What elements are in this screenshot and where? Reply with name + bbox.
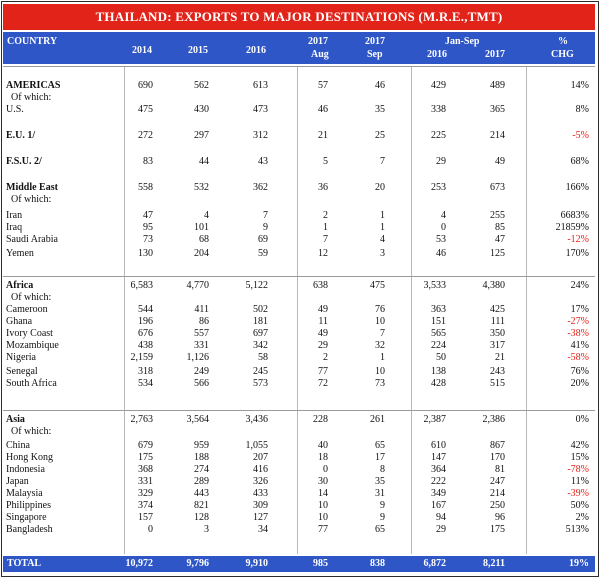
subheading-row (3, 292, 595, 304)
table-cell: 364 (431, 464, 446, 475)
table-cell: 41% (570, 340, 589, 351)
table-cell: 44 (199, 156, 209, 167)
row-label: Of which: (11, 194, 52, 205)
table-cell: 0 (323, 464, 328, 475)
table-cell: 253 (431, 182, 446, 193)
table-cell: 247 (490, 476, 505, 487)
table-cell: 228 (313, 414, 328, 425)
row-label: Saudi Arabia (6, 234, 58, 245)
table-cell: 638 (313, 280, 328, 291)
header-jansep-2017: 2017 (485, 49, 505, 60)
table-cell: 9 (380, 512, 385, 523)
group-row (3, 414, 595, 426)
table-cell: 362 (253, 182, 268, 193)
table-cell: 430 (194, 104, 209, 115)
table-cell: 20% (570, 378, 589, 389)
row-label: Of which: (11, 426, 52, 437)
table-cell: 65 (375, 524, 385, 535)
row-label: Asia (6, 414, 25, 425)
group-row (3, 80, 595, 92)
table-cell: 68 (199, 234, 209, 245)
table-cell: 4,770 (186, 280, 209, 291)
row-label: E.U. 1/ (6, 130, 36, 141)
table-cell: 101 (194, 222, 209, 233)
table-cell: 5,122 (245, 280, 268, 291)
table-cell: 94 (436, 512, 446, 523)
table-cell: 368 (138, 464, 153, 475)
table-cell: -39% (567, 488, 589, 499)
table-cell: 73 (375, 378, 385, 389)
table-cell: 6683% (560, 210, 589, 221)
table-cell: -27% (567, 316, 589, 327)
table-cell: 224 (431, 340, 446, 351)
table-cell: 513% (565, 524, 589, 535)
table-cell: 475 (138, 104, 153, 115)
group-row (3, 280, 595, 292)
table-cell: 342 (253, 340, 268, 351)
table-cell: 12 (318, 248, 328, 259)
table-cell: 76 (375, 304, 385, 315)
table-cell: 204 (194, 248, 209, 259)
group-row (3, 156, 595, 168)
table-cell: 69 (258, 234, 268, 245)
table-cell: 821 (194, 500, 209, 511)
table-cell: 35 (375, 104, 385, 115)
table-cell: 8 (380, 464, 385, 475)
table-cell: 76% (570, 366, 589, 377)
table-cell: 0 (441, 222, 446, 233)
table-cell: 8% (575, 104, 589, 115)
table-cell: 47 (495, 234, 505, 245)
table-cell: 697 (253, 328, 268, 339)
table-row (3, 304, 595, 316)
table-cell: 72 (318, 378, 328, 389)
row-label: Africa (6, 280, 34, 291)
table-cell: 565 (431, 328, 446, 339)
table-cell: 58 (258, 352, 268, 363)
table-cell: 14 (318, 488, 328, 499)
table-cell: -38% (567, 328, 589, 339)
header-sep-label: Sep (367, 49, 383, 60)
row-label: Ghana (6, 316, 33, 327)
table-cell: 261 (370, 414, 385, 425)
table-cell: 4 (380, 234, 385, 245)
table-cell: 1 (380, 352, 385, 363)
total-cell: 8,211 (483, 558, 505, 569)
table-cell: 166% (565, 182, 589, 193)
table-cell: 329 (138, 488, 153, 499)
table-cell: 50% (570, 500, 589, 511)
total-cell: 9,796 (186, 558, 209, 569)
table-row (3, 248, 595, 260)
table-cell: 73 (143, 234, 153, 245)
row-label: Senegal (6, 366, 38, 377)
table-cell: 613 (253, 80, 268, 91)
table-cell: 429 (431, 80, 446, 91)
row-label: Yemen (6, 248, 34, 259)
table-row (3, 464, 595, 476)
table-row (3, 378, 595, 390)
table-cell: 7 (263, 210, 268, 221)
table-cell: 573 (253, 378, 268, 389)
table-cell: 2 (323, 352, 328, 363)
subheading-row (3, 194, 595, 206)
row-label: China (6, 440, 30, 451)
table-cell: -58% (567, 352, 589, 363)
table-cell: 49 (318, 328, 328, 339)
table-cell: 2,387 (423, 414, 446, 425)
table-row (3, 452, 595, 464)
table-cell: -12% (567, 234, 589, 245)
table-cell: 130 (138, 248, 153, 259)
table-cell: 196 (138, 316, 153, 327)
table-cell: 59 (258, 248, 268, 259)
table-cell: 473 (253, 104, 268, 115)
table-cell: 297 (194, 130, 209, 141)
table-cell: 3,533 (423, 280, 446, 291)
table-cell: 3,564 (186, 414, 209, 425)
table-cell: 331 (194, 340, 209, 351)
table-cell: 128 (194, 512, 209, 523)
table-row (3, 512, 595, 524)
row-label: Cameroon (6, 304, 48, 315)
table-cell: 0 (148, 524, 153, 535)
table-cell: 4 (204, 210, 209, 221)
table-cell: 35 (375, 476, 385, 487)
table-cell: 566 (194, 378, 209, 389)
table-cell: 1 (380, 222, 385, 233)
row-label: Malaysia (6, 488, 43, 499)
table-cell: 5 (323, 156, 328, 167)
table-cell: 68% (570, 156, 589, 167)
table-row (3, 476, 595, 488)
row-label: U.S. (6, 104, 24, 115)
table-cell: 17% (570, 304, 589, 315)
row-label: Nigeria (6, 352, 36, 363)
table-cell: 167 (431, 500, 446, 511)
table-cell: 40 (318, 440, 328, 451)
table-cell: 25 (375, 130, 385, 141)
table-cell: 125 (490, 248, 505, 259)
table-cell: 350 (490, 328, 505, 339)
table-cell: 411 (194, 304, 209, 315)
table-cell: 1,055 (245, 440, 268, 451)
table-cell: 1 (323, 222, 328, 233)
row-label: Singapore (6, 512, 47, 523)
group-row (3, 182, 595, 194)
total-cell: 838 (370, 558, 385, 569)
table-cell: 30 (318, 476, 328, 487)
table-cell: 312 (253, 130, 268, 141)
table-cell: 175 (138, 452, 153, 463)
table-cell: 502 (253, 304, 268, 315)
table-cell: 562 (194, 80, 209, 91)
table-cell: 43 (258, 156, 268, 167)
row-label: South Africa (6, 378, 57, 389)
table-cell: 10 (318, 512, 328, 523)
table-cell: 181 (253, 316, 268, 327)
table-cell: 515 (490, 378, 505, 389)
table-cell: 544 (138, 304, 153, 315)
table-cell: 255 (490, 210, 505, 221)
table-cell: 32 (375, 340, 385, 351)
section-rule (3, 410, 595, 411)
table-row (3, 366, 595, 378)
table-cell: 151 (431, 316, 446, 327)
total-cell: 6,872 (423, 558, 446, 569)
table-cell: 1,126 (186, 352, 209, 363)
row-label: Philippines (6, 500, 52, 511)
table-cell: 249 (194, 366, 209, 377)
table-cell: 489 (490, 80, 505, 91)
table-cell: 31 (375, 488, 385, 499)
table-row (3, 352, 595, 364)
table-cell: 331 (138, 476, 153, 487)
row-label: Iran (6, 210, 23, 221)
table-cell: 3 (380, 248, 385, 259)
table-cell: 11% (571, 476, 589, 487)
table-cell: 7 (323, 234, 328, 245)
table-cell: 7 (380, 156, 385, 167)
header-aug-year: 2017 (308, 36, 328, 47)
table-cell: 438 (138, 340, 153, 351)
table-cell: 318 (138, 366, 153, 377)
table-cell: 10 (375, 316, 385, 327)
table-row (3, 500, 595, 512)
total-row (3, 556, 595, 572)
table-cell: 338 (431, 104, 446, 115)
table-cell: 309 (253, 500, 268, 511)
table-cell: 21 (495, 352, 505, 363)
table-cell: 10 (318, 500, 328, 511)
table-cell: 6,583 (130, 280, 153, 291)
section-rule (3, 276, 595, 277)
table-cell: 15% (570, 452, 589, 463)
table-cell: 365 (490, 104, 505, 115)
table-cell: 18 (318, 452, 328, 463)
table-cell: 138 (431, 366, 446, 377)
table-cell: 2% (575, 512, 589, 523)
table-cell: 11 (318, 316, 328, 327)
table-cell: -5% (572, 130, 589, 141)
row-label: Middle East (6, 182, 58, 193)
total-cell: 10,972 (125, 558, 153, 569)
table-cell: -78% (567, 464, 589, 475)
table-cell: 317 (490, 340, 505, 351)
table-cell: 0% (575, 414, 589, 425)
table-cell: 49 (495, 156, 505, 167)
header-aug-label: Aug (311, 49, 329, 60)
table-cell: 214 (490, 488, 505, 499)
table-cell: 50 (436, 352, 446, 363)
table-cell: 29 (318, 340, 328, 351)
table-row (3, 222, 595, 234)
header-country: COUNTRY (7, 36, 58, 47)
table-cell: 42% (570, 440, 589, 451)
table-cell: 49 (318, 304, 328, 315)
table-cell: 532 (194, 182, 209, 193)
table-cell: 425 (490, 304, 505, 315)
table-cell: 557 (194, 328, 209, 339)
table-cell: 416 (253, 464, 268, 475)
table-cell: 214 (490, 130, 505, 141)
table-cell: 679 (138, 440, 153, 451)
table-cell: 676 (138, 328, 153, 339)
table-cell: 326 (253, 476, 268, 487)
table-cell: 3,436 (245, 414, 268, 425)
header-2015: 2015 (188, 45, 208, 56)
header-sep-year: 2017 (365, 36, 385, 47)
table-row (3, 340, 595, 352)
row-label: AMERICAS (6, 80, 61, 91)
table-cell: 77 (318, 524, 328, 535)
total-cell: 19% (569, 558, 589, 569)
table-cell: 36 (318, 182, 328, 193)
table-cell: 867 (490, 440, 505, 451)
table-cell: 374 (138, 500, 153, 511)
table-cell: 14% (570, 80, 589, 91)
table-cell: 7 (380, 328, 385, 339)
table-cell: 157 (138, 512, 153, 523)
table-cell: 57 (318, 80, 328, 91)
table-cell: 4 (441, 210, 446, 221)
table-cell: 188 (194, 452, 209, 463)
table-cell: 475 (370, 280, 385, 291)
table-cell: 147 (431, 452, 446, 463)
table-cell: 46 (318, 104, 328, 115)
table-cell: 9 (380, 500, 385, 511)
total-cell: 9,910 (245, 558, 268, 569)
table-row (3, 210, 595, 222)
row-label: Of which: (11, 92, 52, 103)
table-row (3, 488, 595, 500)
table-cell: 3 (204, 524, 209, 535)
table-cell: 29 (436, 524, 446, 535)
table-cell: 1 (380, 210, 385, 221)
table-cell: 46 (436, 248, 446, 259)
table-cell: 673 (490, 182, 505, 193)
table-title: THAILAND: EXPORTS TO MAJOR DESTINATIONS (M.R.E.,TMT) (3, 4, 595, 30)
row-label: Ivory Coast (6, 328, 53, 339)
table-cell: 77 (318, 366, 328, 377)
table-cell: 85 (495, 222, 505, 233)
table-cell: 2,763 (130, 414, 153, 425)
table-cell: 111 (490, 316, 505, 327)
table-cell: 349 (431, 488, 446, 499)
table-cell: 10 (375, 366, 385, 377)
table-row (3, 104, 595, 116)
row-label: Hong Kong (6, 452, 53, 463)
table-cell: 20 (375, 182, 385, 193)
table-cell: 534 (138, 378, 153, 389)
total-label: TOTAL (7, 558, 42, 569)
table-cell: 24% (570, 280, 589, 291)
table-cell: 207 (253, 452, 268, 463)
table-cell: 65 (375, 440, 385, 451)
table-cell: 21859% (555, 222, 589, 233)
header-chg: CHG (551, 49, 574, 60)
table-row (3, 316, 595, 328)
table-cell: 96 (495, 512, 505, 523)
header-2014: 2014 (132, 45, 152, 56)
table-row (3, 440, 595, 452)
header-pct: % (558, 36, 568, 47)
table-cell: 34 (258, 524, 268, 535)
table-cell: 558 (138, 182, 153, 193)
table-cell: 289 (194, 476, 209, 487)
row-label: F.S.U. 2/ (6, 156, 42, 167)
table-row (3, 328, 595, 340)
table-cell: 433 (253, 488, 268, 499)
row-label: Japan (6, 476, 29, 487)
row-label: Indonesia (6, 464, 45, 475)
table-cell: 274 (194, 464, 209, 475)
table-cell: 225 (431, 130, 446, 141)
table-cell: 272 (138, 130, 153, 141)
row-label: Of which: (11, 292, 52, 303)
header-jansep-2016: 2016 (427, 49, 447, 60)
table-cell: 175 (490, 524, 505, 535)
table-cell: 250 (490, 500, 505, 511)
table-cell: 2 (323, 210, 328, 221)
table-cell: 959 (194, 440, 209, 451)
table-cell: 428 (431, 378, 446, 389)
table-cell: 86 (199, 316, 209, 327)
table-cell: 610 (431, 440, 446, 451)
table-cell: 29 (436, 156, 446, 167)
table-cell: 46 (375, 80, 385, 91)
table-cell: 243 (490, 366, 505, 377)
column-header-bar (3, 32, 595, 64)
table-cell: 4,380 (482, 280, 505, 291)
table-cell: 170% (565, 248, 589, 259)
total-cell: 985 (313, 558, 328, 569)
table-row (3, 524, 595, 536)
table-row (3, 234, 595, 246)
table-cell: 363 (431, 304, 446, 315)
table-cell: 127 (253, 512, 268, 523)
table-cell: 17 (375, 452, 385, 463)
table-cell: 170 (490, 452, 505, 463)
table-cell: 222 (431, 476, 446, 487)
table-cell: 53 (436, 234, 446, 245)
row-label: Iraq (6, 222, 23, 233)
table-cell: 690 (138, 80, 153, 91)
subheading-row (3, 92, 595, 104)
subheading-row (3, 426, 595, 438)
table-cell: 83 (143, 156, 153, 167)
table-cell: 443 (194, 488, 209, 499)
row-label: Bangladesh (6, 524, 53, 535)
table-cell: 47 (143, 210, 153, 221)
header-jan-sep: Jan-Sep (445, 36, 480, 47)
table-cell: 21 (318, 130, 328, 141)
table-cell: 9 (263, 222, 268, 233)
group-row (3, 130, 595, 142)
row-label: Mozambique (6, 340, 59, 351)
header-2016: 2016 (246, 45, 266, 56)
table-cell: 245 (253, 366, 268, 377)
table-cell: 81 (495, 464, 505, 475)
table-cell: 2,386 (482, 414, 505, 425)
table-cell: 2,159 (130, 352, 153, 363)
table-body (3, 66, 595, 554)
table-cell: 95 (143, 222, 153, 233)
